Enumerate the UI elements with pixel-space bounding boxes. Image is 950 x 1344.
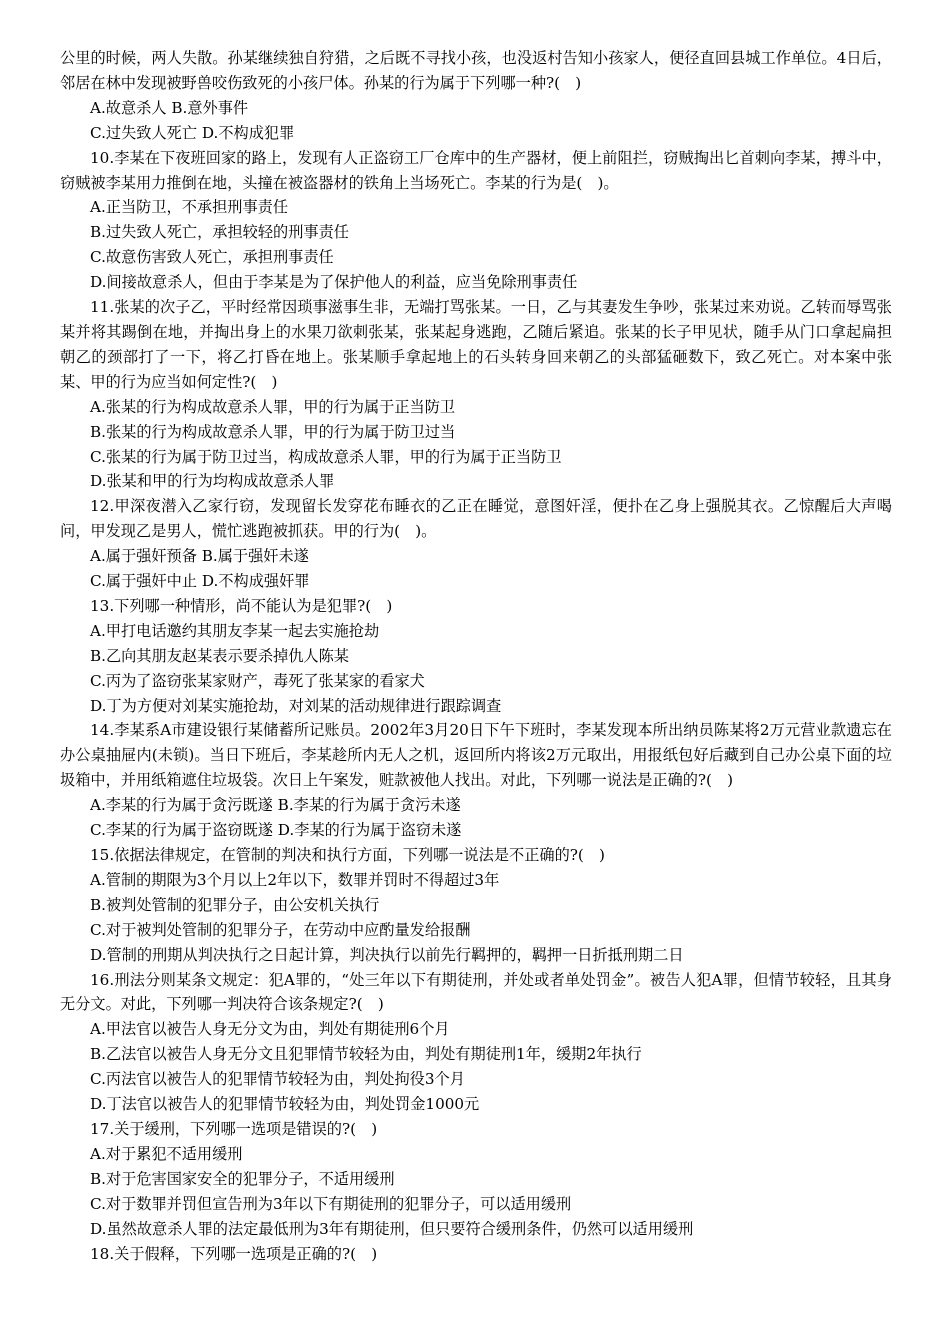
answer-option: C.对于被判处管制的犯罪分子，在劳动中应酌量发给报酬 — [90, 920, 471, 939]
question-stem: 15.依据法律规定，在管制的判决和执行方面，下列哪一说法是不正确的?( ) — [90, 846, 605, 864]
answer-option: A.属于强奸预备 B.属于强奸未遂 — [90, 547, 309, 566]
answer-option: B.乙法官以被告人身无分文且犯罪情节较轻为由，判处有期徒刑1年，缓期2年执行 — [90, 1045, 642, 1064]
question-stem: 11.张某的次子乙，平时经常因琐事滋事生非，无端打骂张某。一日，乙与其妻发生争吵，张某过来劝说。乙转而辱骂张某并将其踢倒在地，并掏出身上的水果刀欲刺张某，张某起身逃跑，乙随后紧追。张某的长子甲见状，随手从门口拿起扁担朝乙的颈部打了一下，将乙打昏在地上。张某顺手拿起地上的石头转身回来朝乙的头部猛砸数下，致乙死亡。对本案中张某、甲的行为应当如何定性?( ) — [60, 298, 892, 391]
question-stem: 13.下列哪一种情形，尚不能认为是犯罪?( ) — [90, 596, 393, 615]
answer-option: A.正当防卫，不承担刑事责任 — [90, 198, 289, 217]
answer-option: C.过失致人死亡 D.不构成犯罪 — [90, 123, 295, 142]
question-stem: 16.刑法分则某条文规定：犯A罪的，“处三年以下有期徒刑，并处或者单处罚金”。被告人犯A罪，但情节较轻，且其身无分文。对此，下列哪一判决符合该条规定?( ) — [60, 970, 892, 1014]
answer-option: C.丙法官以被告人的犯罪情节较轻为由，判处拘役3个月 — [90, 1070, 465, 1089]
answer-option: B.张某的行为构成故意杀人罪，甲的行为属于防卫过当 — [90, 422, 456, 441]
answer-option: D.间接故意杀人，但由于李某是为了保护他人的利益，应当免除刑事责任 — [90, 273, 578, 292]
answer-option: B.过失致人死亡，承担较轻的刑事责任 — [90, 223, 349, 242]
question-stem: 12.甲深夜潜入乙家行窃，发现留长发穿花布睡衣的乙正在睡觉，意图奸淫，便扑在乙身上强脱其衣。乙惊醒后大声喝问，甲发现乙是男人，慌忙逃跑被抓获。甲的行为( )。 — [60, 497, 892, 541]
answer-option: B.对于危害国家安全的犯罪分子，不适用缓刑 — [90, 1169, 395, 1188]
answer-option: A.甲法官以被告人身无分文为由，判处有期徒刑6个月 — [90, 1020, 450, 1039]
answer-option: A.管制的期限为3个月以上2年以下，数罪并罚时不得超过3年 — [90, 870, 500, 889]
question-continuation: 公里的时候，两人失散。孙某继续独自狩猎，之后既不寻找小孩，也没返村告知小孩家人，便径直回县城工作单位。4日后，邻居在林中发现被野兽咬伤致死的小孩尸体。孙某的行为属于下列哪一种?( ) — [60, 49, 892, 92]
answer-option: B.被判处管制的犯罪分子，由公安机关执行 — [90, 895, 380, 914]
document-body — [60, 46, 892, 1266]
question-stem: 17.关于缓刑，下列哪一选项是错误的?( ) — [90, 1119, 378, 1138]
answer-option: A.张某的行为构成故意杀人罪，甲的行为属于正当防卫 — [90, 397, 456, 416]
answer-option: A.李某的行为属于贪污既遂 B.李某的行为属于贪污未遂 — [90, 796, 461, 815]
answer-option: C.属于强奸中止 D.不构成强奸罪 — [90, 572, 310, 591]
answer-option: D.丁为方便对刘某实施抢劫，对刘某的活动规律进行跟踪调查 — [90, 696, 502, 715]
answer-option: C.张某的行为属于防卫过当，构成故意杀人罪，甲的行为属于正当防卫 — [90, 447, 562, 466]
question-stem: 10.李某在下夜班回家的路上，发现有人正盗窃工厂仓库中的生产器材，便上前阻拦，窃贼掏出匕首刺向李某，搏斗中，窃贼被李某用力推倒在地，头撞在被盗器材的铁角上当场死亡。李某的行为是( )。 — [60, 148, 892, 192]
question-stem: 18.关于假释，下列哪一选项是正确的?( ) — [90, 1244, 378, 1263]
answer-option: A.甲打电话邀约其朋友李某一起去实施抢劫 — [90, 621, 380, 640]
answer-option: C.对于数罪并罚但宣告刑为3年以下有期徒刑的犯罪分子，可以适用缓刑 — [90, 1194, 572, 1213]
answer-option: A.故意杀人 B.意外事件 — [90, 98, 249, 117]
answer-option: A.对于累犯不适用缓刑 — [90, 1144, 243, 1163]
answer-option: D.管制的刑期从判决执行之日起计算，判决执行以前先行羁押的，羁押一日折抵刑期二日 — [90, 945, 684, 964]
answer-option: C.故意伤害致人死亡，承担刑事责任 — [90, 248, 334, 267]
answer-option: B.乙向其朋友赵某表示要杀掉仇人陈某 — [90, 646, 349, 665]
answer-option: C.李某的行为属于盗窃既遂 D.李某的行为属于盗窃未遂 — [90, 821, 462, 840]
answer-option: D.张某和甲的行为均构成故意杀人罪 — [90, 472, 335, 491]
answer-option: C.丙为了盗窃张某家财产，毒死了张某家的看家犬 — [90, 671, 425, 690]
answer-option: D.虽然故意杀人罪的法定最低刑为3年有期徒刑，但只要符合缓刑条件，仍然可以适用缓刑 — [90, 1219, 694, 1238]
answer-option: D.丁法官以被告人的犯罪情节较轻为由，判处罚金1000元 — [90, 1095, 480, 1114]
question-stem: 14.李某系A市建设银行某储蓄所记账员。2002年3月20日下午下班时，李某发现本所出纳员陈某将2万元营业款遗忘在办公桌抽屉内(未锁)。当日下班后，李某趁所内无人之机，返回所内将该2万元取出，用报纸包好后藏到自己办公桌下面的垃圾箱中，并用纸箱遮住垃圾袋。次日上午案发，赃款被他人找出。对此，下列哪一说法是正确的?( ) — [60, 721, 892, 790]
